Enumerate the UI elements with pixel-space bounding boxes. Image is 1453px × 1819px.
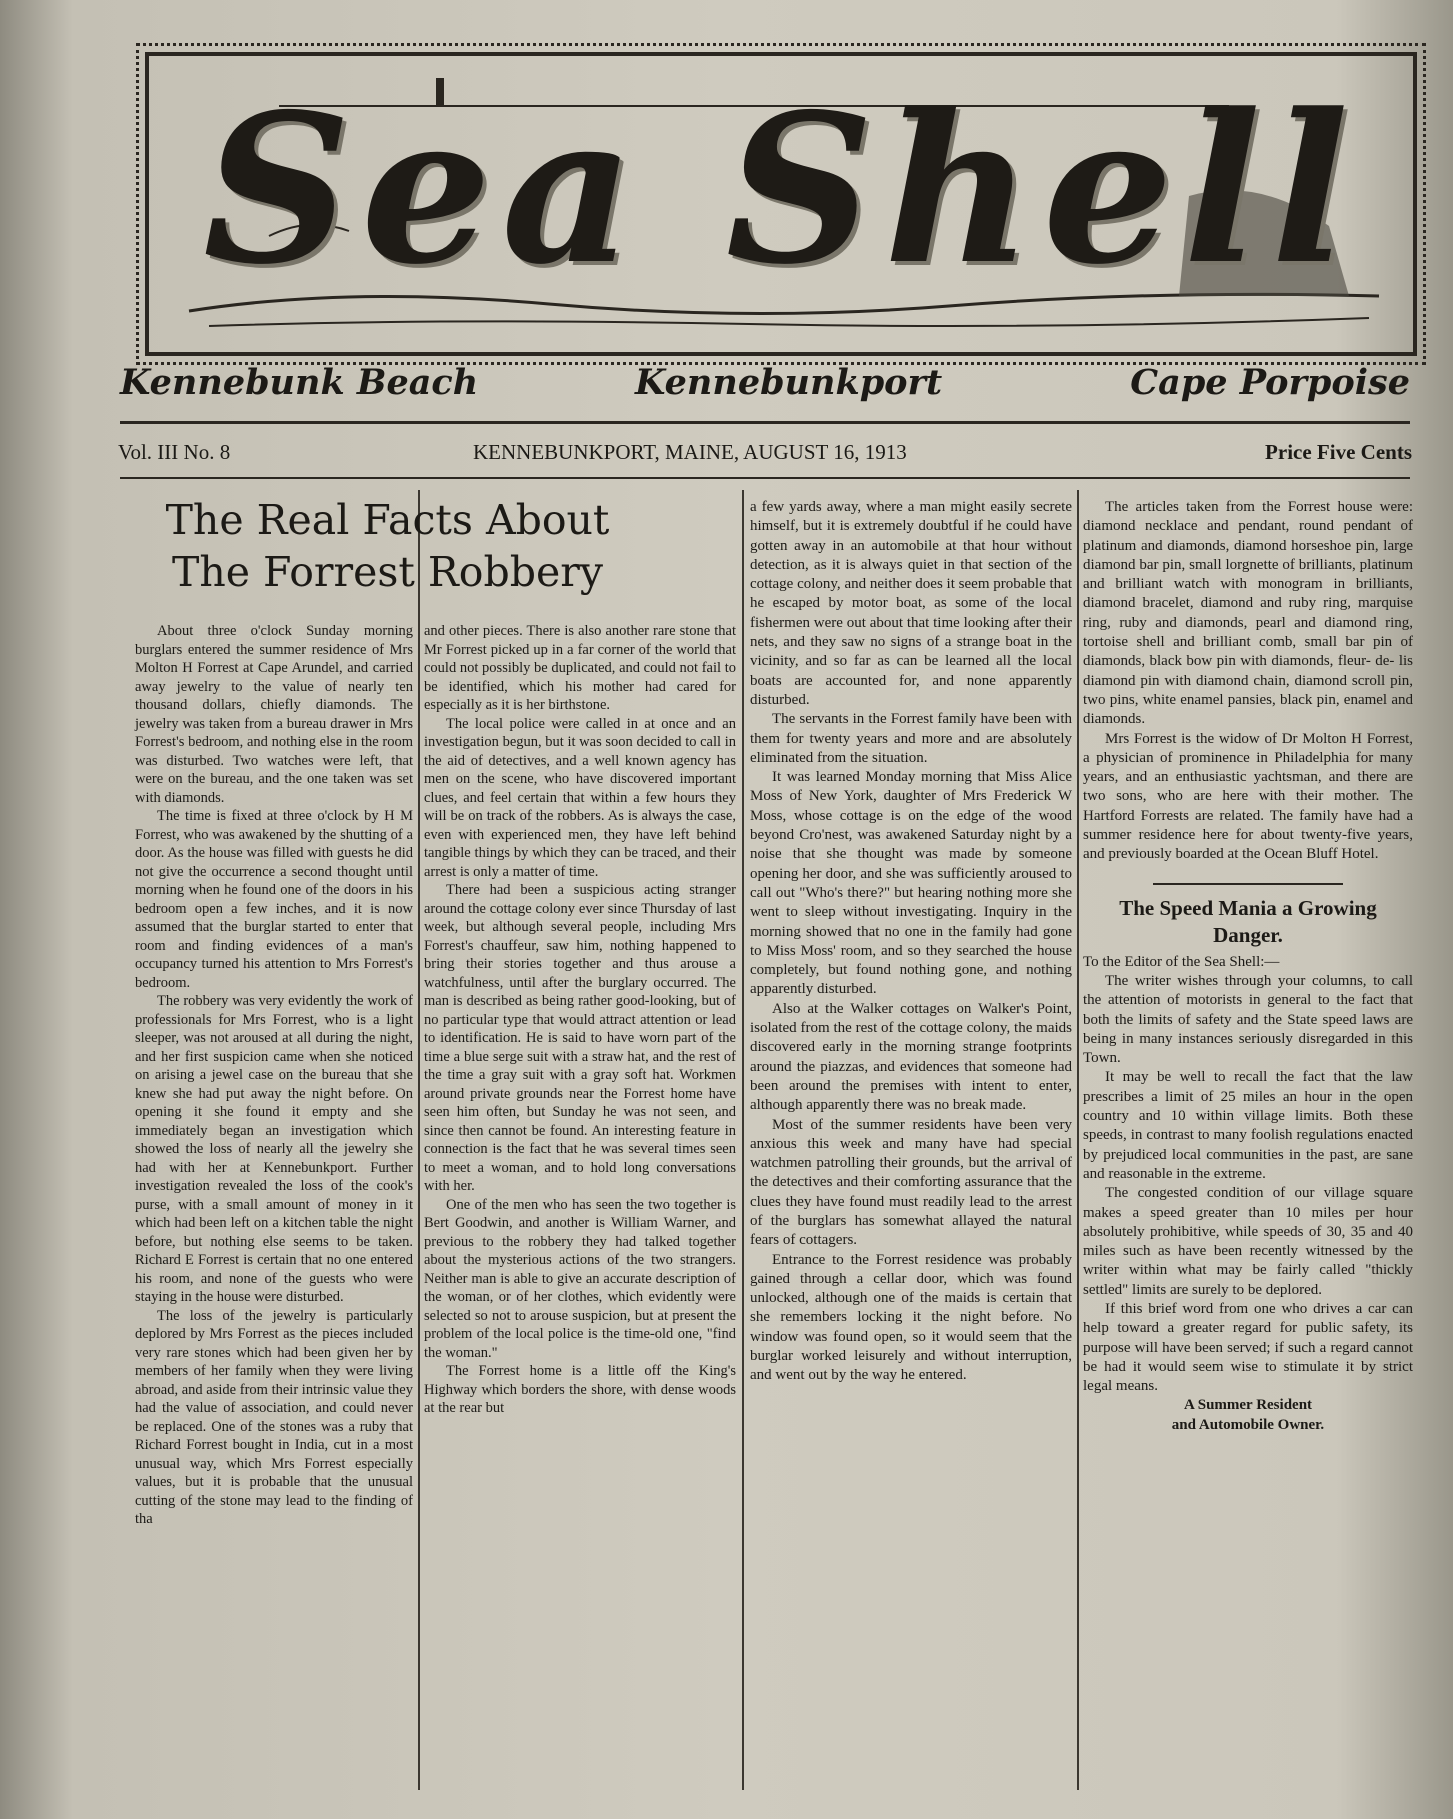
rule-top <box>120 421 1410 424</box>
paragraph: The robbery was very evidently the work of professionals for Mrs Forrest, who is a light sleeper, was not aroused at all during the night, and her first suspicion came when she noticed on arising a jewel case on the bureau that she knew she had put away the night before. On opening it she found it empty and she immediately began an investigation which showed the loss of nearly all the jewelry she had with her at Kennebunkport. Further investigation revealed the loss of the cook's purse, with a small amount of money in it which had been left on a kitchen table the night before, but nothing else seems to be taken. Richard E Forrest is certain that no one entered his room, and none of the guests who were staying in the house were disturbed. <box>135 993 413 1305</box>
column-divider-2 <box>742 490 744 1790</box>
issue-info-line <box>118 440 1412 472</box>
paragraph: The articles taken from the Forrest house were: diamond necklace and pendant, round pendant of platinum and diamonds, diamond horseshoe pin, large diamond bar pin, small lorgnette of brilliants, platinum and brilliant watch with monogram in brilliants, diamond bracelet, diamond and ruby ring, marquise ring, ruby and diamonds, pearl and diamond ring, tortoise shell and brilliant comb, small bar pin of diamonds, black bow pin with diamonds, fleur- de- lis diamond pin with diamond chain, diamond scroll pin, two pins, white enamel pansies, black pin, enamel and diamonds. <box>1083 499 1413 728</box>
article2-headline: The Speed Mania a Growing Danger. <box>1119 895 1377 947</box>
paragraph: The time is fixed at three o'clock by H M Forrest, who was awakened by the shutting of a door. As the house was filled with guests he did not give the occurrence a second thought until morning when he found one of the doors in his bedroom open a few inches, and it is now assumed that the burglar started to enter that room and finding evidences of a man's occupancy turned his attention to Mrs Forrest's bedroom. <box>135 808 413 991</box>
paragraph: If this brief word from one who drives a car can help toward a greater regard for public safety, its purpose will have been served; if such a regard cannot be had it would seem wise to stimulate it by strict legal means. <box>1083 1300 1413 1395</box>
paragraph: and other pieces. There is also another rare stone that Mr Forrest picked up in a far corner of the world that could not possibly be duplicated, and could not fail to be identified, which his mother had cared for especially as it is her birthstone. <box>424 623 736 713</box>
signature-line-1: A Summer Resident <box>1183 1397 1313 1414</box>
towns-line <box>120 362 1410 414</box>
paragraph: Entrance to the Forrest residence was probably gained through a cellar door, which was found unlocked, although one of the maids is certain that she remembers locking it the night before. No window was found open, so it would seem that the burglar worked leisurely and without interruption, and went out by the way he entered. <box>750 1251 1072 1384</box>
paragraph: a few yards away, where a man might easily secrete himself, but it is extremely doubtful if he could have gotten away in an automobile at that hour without detection, as it is always quiet in that section of the cottage colony, and neither does it seem probable that he escaped by motor boat, as some of the local fishermen were out about that time looking after their nets, and they saw no signs of a strange boat in the vicinity, and so far as can be learned all the local boats are accounted for, and none apparently disturbed. <box>750 499 1072 708</box>
signature-line-2: and Automobile Owner. <box>1171 1416 1325 1433</box>
paragraph: Mrs Forrest is the widow of Dr Molton H Forrest, a physician of prominence in Philadelphia for many years, and an enthusiastic yachtsman, and there are two sons, who are here with their mother. The Hartford Forrests are related. The family have had a summer residence here for about twenty-five years, and previously boarded at the Ocean Bluff Hotel. <box>1083 730 1413 863</box>
paragraph: It may be well to recall the fact that the law prescribes a limit of 25 miles an hour in the open country and 10 within village limits. Both these speeds, in contrast to many foolish regulations enacted by prejudiced local communities in the past, are sane and reasonable in the extreme. <box>1083 1069 1413 1182</box>
town-kennebunk-beach: Kennebunk Beach <box>120 362 479 403</box>
paragraph: Also at the Walker cottages on Walker's Point, isolated from the rest of the cottage colony, the maids discovered early in the morning strange footprints around the piazzas, and evidences that someone had been around the premises with intent to enter, although apparently there was no break made. <box>750 1000 1072 1114</box>
paragraph: The congested condition of our village square makes a speed greater than 10 miles per hour absolutely prohibitive, while speeds of 30, 35 and 40 miles such as have been recently witnessed by the writer within what may be fairly called "thickly settled" limits are surely to be deplored. <box>1083 1185 1413 1298</box>
masthead-frame <box>145 52 1417 356</box>
paragraph: The local police were called in at once and an investigation begun, but it was soon decided to call in the aid of detectives, and a well known agency has men on the scene, who have discovered important clues, and feel certain that within a few hours they will be on track of the robbers. As is always the case, even with experienced men, they have left behind tangible things by which they can be traced, and their arrest is only a matter of time. <box>424 715 736 880</box>
column-4 <box>1083 498 1413 1435</box>
paragraph: The loss of the jewelry is particularly deplored by Mrs Forrest as the pieces included very rare stones which had been given her by members of her family when they were living abroad, and aside from their intrinsic value they had the value of association, and could never be replaced. One of the stones was a ruby that Richard Forrest bought in India, cut in a most unusual way, which Mrs Forrest especially values, but it is probable that the unusual cutting of the stone may lead to the finding of tha <box>135 1307 413 1527</box>
column-divider-3 <box>1077 490 1079 1790</box>
rule-bottom <box>120 477 1410 479</box>
article-headline-block <box>135 494 640 616</box>
town-kennebunkport: Kennebunkport <box>635 362 943 403</box>
column-2 <box>424 622 736 1418</box>
column-1 <box>135 622 413 1529</box>
paragraph: The writer wishes through your columns, to call the attention of motorists in general to the fact that both the limits of safety and the State speed laws are being in many instances seriously disregarded in this Town. <box>1083 972 1413 1067</box>
column-3 <box>750 498 1072 1386</box>
volume-number: Vol. III No. 8 <box>118 440 231 464</box>
paragraph: The servants in the Forrest family have been with them for twenty years and more and are absolutely eliminated from the situation. <box>750 711 1072 766</box>
column-divider-1 <box>418 490 420 1790</box>
paragraph: There had been a suspicious acting stranger around the cottage colony ever since Thursday of last week, but although several people, including Mrs Forrest's chauffeur, saw him, nothing happened to bring their stories together and thus arouse a watchfulness, until after the burglary occurred. The man is described as being rather good-looking, but of no particular type that would attract attention or lead to identification. He is said to have worn part of the time a blue serge suit with a straw hat, and the rest of the time a gray suit with a gray soft hat. Workmen around private grounds near the Forrest home have seen him often, but Sunday he was not seen, and since then cannot be found. An interesting feature in connection is the fact that he was several times seen to meet a woman, and to hold long conversations with her. <box>424 882 736 1194</box>
paragraph: About three o'clock Sunday morning burglars entered the summer residence of Mrs Molton H Forrest at Cape Arundel, and carried away jewelry to the value of nearly ten thousand dollars, chiefly diamonds. The jewelry was taken from a bureau drawer in Mrs Forrest's bedroom, and nothing else in the room was disturbed. Two watches were left, that were on the bureau, and the one taken was set with diamonds. <box>135 623 413 806</box>
paragraph: Most of the summer residents have been very anxious this week and many have had special watchmen patrolling their grounds, but the arrival of the detectives and their comforting assurance that the clues they have found must readily lead to the arrest of the burglars has somewhat allayed the natural fears of cottagers. <box>750 1116 1072 1249</box>
paragraph: The Forrest home is a little off the King's Highway which borders the shore, with dense woods at the rear but <box>424 1363 736 1416</box>
masthead-title: Sea Shell <box>203 70 1359 310</box>
letter-salutation: To the Editor of the Sea Shell:— <box>1083 953 1280 970</box>
price: Price Five Cents <box>1265 440 1412 464</box>
article-headline: The Real Facts About The Forrest Robbery <box>165 496 610 596</box>
dateline: KENNEBUNKPORT, MAINE, AUGUST 16, 1913 <box>473 440 907 464</box>
paragraph: It was learned Monday morning that Miss Alice Moss of New York, daughter of Mrs Frederick W Moss, whose cottage is on the edge of the wood beyond Cro'nest, was awakened Saturday night by a noise that she thought was made by someone opening her door, and she was sufficiently aroused to call out "Who's there?" but hearing nothing more she went to sleep without investigating. Inquiry in the morning showed that no one in the family had gone to Miss Moss' room, and so they searched the house completely, but found nothing gone, and nothing apparently disturbed. <box>750 769 1072 998</box>
section-divider <box>1153 883 1343 885</box>
paragraph: One of the men who has seen the two together is Bert Goodwin, and another is William Warner, and previous to the robbery they had talked together about the mysterious actions of the two strangers. Neither man is able to give an accurate description of the woman, or of her clothes, which evidently were selected so not to arouse suspicion, but at present the problem of the local police is the time-old one, "find the woman." <box>424 1196 736 1361</box>
town-cape-porpoise: Cape Porpoise <box>1130 362 1410 403</box>
